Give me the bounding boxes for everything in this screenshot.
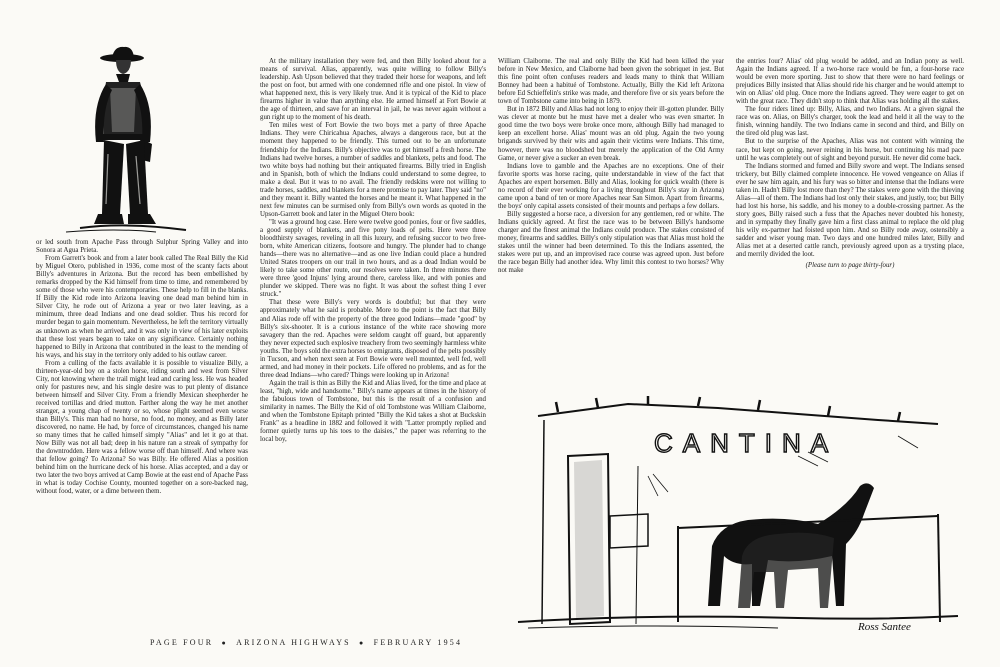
- continuation-note: (Please turn to page thirty-four): [805, 262, 895, 270]
- paragraph: or led south from Apache Pass through Sulphur Spring Valley and into Sonora at Agua Prieta.: [36, 239, 248, 255]
- paragraph: The Indians stormed and fumed and Billy swore and wept. The Indians sensed trickery, but Billy claimed complete innocence. He vowed vengeance on Alias if ever he saw him again, and his fury was so bitter and intense that the Indians were taken in. Hadn't Billy lost more than they? The stakes were gone with the thieving Alias—all of them. The Indians had lost only their stakes, and justly, too; but Billy had lost his horse, his saddle, and his money to a double-crossing partner. As the story goes, Billy raised such a fuss that the Apaches never doubted his honesty, and in sympathy they finally gave him a first class animal to replace the old plug his wily ex-partner had foisted upon him. And so Billy rode away, ostensibly a sadder and wiser young man. Two days and one hundred miles later, Billy and Alias met at a deserted cattle ranch, previously agreed upon as a trysting place, and merrily divided the loot.: [736, 162, 964, 259]
- footer-separator: ●: [359, 639, 366, 647]
- paragraph: But to the surprise of the Apaches, Alias was not content with winning the race, but kept on going, never reining in his horse, but continuing his mad pace until he was completely out of sight and beyond pursuit. He never did come back.: [736, 138, 964, 162]
- paragraph: Ten miles west of Fort Bowie the two boys met a party of three Apache Indians. They were Chiricahua Apaches, always a dangerous race, but at the moment they happened to be friendly. This turned out to be an unfortunate friendship for the Indians. Billy's objective was to get himself a fresh horse. The Indians had twelve horses, a number of saddles and blankets, pelts and food. The two white boys had nothing but their antiquated firearms. Billy tried in English and in Spanish, both of which the Indians could understand to some degree, to make a deal. But it was to no avail. The friendly redskins were not willing to trade horses, saddles, and blankets for a mere promise to pay later. They said "no" and they meant it. Billy wanted the horses and he meant it. What happened in the next few minutes can be surmised only from Billy's own words as quoted in the Upson-Garrett book and later in the Miguel Otero book:: [260, 122, 486, 218]
- paragraph: the entries four? Alias' old plug would be added, and an Indian pony as well. Again the Indians agreed. If a two-horse race would be fun, a four-horse race would be even more sporting. Just to show that there were no hard feelings or prejudices Billy insisted that Alias should ride his charger and he would attempt to win on Alias' old plug. Once more the Indians agreed. They were eager to get on with the great race. They didn't stop to think that Alias was holding all the stakes.: [736, 58, 964, 106]
- footer-magazine: ARIZONA HIGHWAYS: [236, 638, 351, 647]
- cantina-sign-text: CANTINA: [654, 428, 839, 458]
- footer-separator: ●: [221, 639, 228, 647]
- page-footer: [148, 638, 464, 647]
- paragraph: That these were Billy's very words is doubtful; but that they were approximately what he said is probable. More to the point is the fact that Billy and Alias rode off with the property of the three good Indians—made "good" by Billy's six-shooter. It is a curious instance of the white race showing more savagery than the red. Apaches were seldom caught off guard, but apparently they never expected such explosive treachery from two seemingly harmless white youths. The boys sold the extra horses to emigrants, disposed of the pelts possibly in Tucson, and when next seen at Fort Bowie were well mounted, well fed, well armed, and had money in their pockets. Life offered no problems, and as for the three dead Indians—who cared? Things were looking up in Arizona!: [260, 299, 486, 379]
- cantina-illustration: [498, 396, 968, 636]
- text-column-3: [498, 58, 724, 440]
- paragraph: Again the trail is thin as Billy the Kid and Alias lived, for the time and place at least, "high, wide and handsome." Billy's name appears at times in the history of the fabulous town of Tombstone, but this is the result of a confusion and similarity in names. The Billy the Kid of old Tombstone was William Claiborne, and when the Tombstone Epitaph printed "Billy the Kid takes a shot at Buckskin Frank" as a headline in 1882 and followed it with "Latter promptly replied and former quietly turns up his toes to the daisies," the paper was referring to the local boy,: [260, 379, 486, 444]
- text-column-1: [36, 239, 248, 637]
- paragraph: Indians love to gamble and the Apaches are no exceptions. One of their favorite sports was horse racing, quite understandable in view of the fact that Apaches are expert horsemen. Billy and Alias, looking for quick wealth (there is no record of their ever working for a living throughout Billy's stay in Arizona) came upon a band of ten or more Apaches near San Simon. Apart from firearms, the boys' only capital assets consisted of their mounts and perhaps a few dollars.: [498, 162, 724, 210]
- paragraph: The four riders lined up: Billy, Alias, and two Indians. At a given signal the race was on. Alias, on Billy's charger, took the lead and held it all the way to the finish, winning handily. The two Indians came in second and third, and Billy on the tired old plug was last.: [736, 106, 964, 138]
- paragraph: "It was a ground hog case. Here were twelve good ponies, four or five saddles, a good supply of blankets, and five pony loads of pelts. Here were three bloodthirsty savages, reveling in all this luxury, and refusing succor to two free-born, white American citizens, footsore and hungry. The plunder had to change hands—there was no alternative—and as one live Indian could place a hundred United States troopers on our trail in two hours, and as a dead Indian would be likely to take some other route, our resolves were taken. In three minutes there were three 'good Injuns' lying around there, careless like, and with ponies and plunder we skipped. There was no fight. It was about the softest thing I ever struck.": [260, 218, 486, 299]
- text-column-2: [260, 58, 486, 640]
- paragraph: From a culling of the facts available it is possible to visualize Billy, a thirteen-year-old boy on a stolen horse, riding south and west from Silver City, not knowing where the trail might lead and caring less. He was headed only for pastures new, and his single desire was to put plenty of distance between himself and Silver City. From a friendly Mexican sheepherder he received tortillas and dried mutton. Farther along the way he met another stranger, a young chap of twenty or so, whose plight seemed even worse than Billy's. This man had no horse, no food, no money, and as Billy later discovered, no name. He had, by force of circumstances, changed his name so many times that he called himself simply "Alias" and let it go at that. Now Billy was not all bad; deep in his nature ran a streak of sympathy for the downtrodden. Here was a fellow worse off than himself. And where was that fellow going? To Arizona? So was Billy. He offered Alias a position behind him on the hurricane deck of his horse. Alias accepted, and a day or two later the two boys arrived at Camp Bowie at the east end of Apache Pass in what is today Cochise County, mounted together on a sore-backed nag, without food, water, or a dime between them.: [36, 359, 248, 496]
- paragraph: From Garrett's book and from a later book called The Real Billy the Kid by Miguel Otero, published in 1936, come most of the scanty facts about Billy's adventures in Arizona. But the record has been embellished by remarks dropped by the Kid himself from time to time, and remembered by some of those who were his contemporaries. These help to fill in the blanks. If Billy the Kid rode into Arizona leaving one dead man behind him in Silver City, he rode out of Arizona a year or two later leaving, as a minimum, three dead Indians and one dead soldier. Thus his record for murder began to gain momentum. Nevertheless, he left the territory virtually as unknown as when he arrived, and it was only in view of his later exploits that these lost years began to take on any significance. Certainly nothing happened to Billy in Arizona that contributed in the least to the mending of his ways, and his stay in the territory only added to his outlaw career.: [36, 255, 248, 359]
- paragraph: At the military installation they were fed, and then Billy looked about for a means of survival. Alias, apparently, was quite willing to follow Billy's leadership. Ash Upson believed that they traded their horse for weapons, and left the post on foot, but armed with one condemned rifle and one pistol. In view of what happened next, this is very likely true. And it is typical of the Kid to place firearms higher in value than anything else. He armed himself at Fort Bowie at the age of thirteen, and save for an interval in jail, he was never again without a gun right up to the moment of his death.: [260, 58, 486, 122]
- paragraph: But in 1872 Billy and Alias had not long to enjoy their ill-gotten plunder. Billy was clever at monte but he must have met a dealer who was even smarter. In good time the two boys were broke once more, although Billy had managed to keep an excellent horse. Alias' mount was an old plug. Again the two young brigands survived by their wits and again their victims were Indians. This time, however, there was no bloodshed but merely the application of the Old Army Game, or never give a sucker an even break.: [498, 106, 724, 162]
- paragraph: Billy suggested a horse race, a diversion for any gentlemen, red or white. The Indians quickly agreed. At first the race was to be between Billy's handsome charger and the finest animal the Indians could produce. The stakes consisted of money, firearms and saddles. Billy's only stipulation was that Alias must hold the stakes until the winner had been determined. To this the Indians assented, the stakes were put up, and an improvised race course was agreed upon. Just before the race began Billy had another idea. Why limit this contest to two horses? Why not make: [498, 210, 724, 275]
- text-column-4: [736, 58, 964, 370]
- artist-signature: Ross Santee: [858, 621, 911, 633]
- footer-date: FEBRUARY 1954: [373, 638, 463, 647]
- cowboy-illustration: [36, 44, 206, 234]
- footer-page: PAGE FOUR: [150, 638, 214, 647]
- paragraph: William Claiborne. The real and only Billy the Kid had been killed the year before in New Mexico, and Claiborne had been given the sobriquet in jest. But this fine point often confuses readers and leads many to think that William Bonney had been a habitué of Tombstone. Actually, Billy the Kid left Arizona before Ed Schieffelin's strike was made, and therefore five or six years before the town of Tombstone came into being in 1879.: [498, 58, 724, 106]
